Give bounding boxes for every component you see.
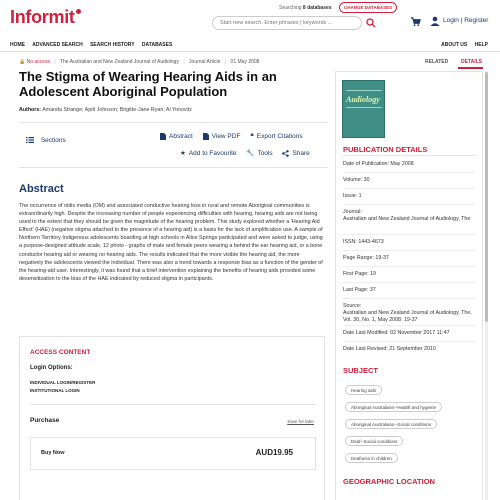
scrollbar-thumb[interactable] [485, 72, 488, 322]
subject-tag[interactable]: Deafness in children [345, 453, 398, 463]
lock-icon: 🔒 [19, 59, 26, 65]
purchase-label: Purchase [30, 417, 60, 424]
detail-source: Source: Australian and New Zealand Journal of Audiology, The, Vol. 30, No. 1, May 2008: 19-37 [343, 303, 472, 323]
access-content-panel [19, 336, 325, 500]
subject-tag[interactable]: Aboriginal Australians--Social conditions [345, 419, 437, 429]
price: AUD19.95 [255, 448, 293, 457]
search-input[interactable] [212, 16, 362, 30]
article-type: Journal Article [189, 59, 221, 65]
detail-last-page: Last Page: 37 [343, 287, 376, 293]
subject-tag[interactable]: Aboriginal Australians--Health and hygiene [345, 402, 442, 412]
view-pdf-button[interactable]: View PDF [203, 133, 241, 140]
abstract-heading: Abstract [19, 183, 64, 195]
article-meta: 🔒 No access | The Australian and New Zealand Journal of Audiology | Journal Article | 01 May 2008 [19, 59, 260, 65]
subject-heading: SUBJECT [343, 366, 379, 375]
subject-tag[interactable]: Hearing aids [345, 385, 382, 395]
article-tools-row-2 [180, 149, 318, 157]
cover-title: Audiology [346, 95, 380, 104]
main-nav [0, 40, 500, 52]
abstract-button[interactable]: Abstract [160, 133, 193, 140]
export-citations-button[interactable]: ❝ Export Citations [250, 133, 303, 140]
top-header [0, 0, 500, 40]
article-date: 01 May 2008 [230, 59, 260, 65]
page-title: The Stigma of Wearing Hearing Aids in an Adolescent Aboriginal Population [19, 69, 277, 99]
detail-date-last-revised: Date Last Revised: 21 September 2010 [343, 346, 436, 352]
tab-details[interactable]: DETAILS [461, 59, 483, 65]
nav-advanced-search[interactable]: ADVANCED SEARCH [32, 42, 83, 48]
star-icon: ★ [180, 150, 186, 157]
detail-issn: ISSN: 1443-4673 [343, 239, 384, 245]
buy-now-label: Buy Now [41, 450, 65, 456]
change-databases-button[interactable]: CHANGE DATABASES [339, 2, 397, 13]
subject-tag[interactable]: Deaf--Social conditions [345, 436, 403, 446]
article-tools-row [160, 132, 311, 140]
authors-line [19, 107, 192, 113]
authors-label: Authors: [19, 107, 42, 113]
tools-button[interactable]: 🔧 Tools [246, 150, 273, 157]
journal-cover-image [342, 80, 385, 138]
nav-about-us[interactable]: ABOUT US [441, 42, 468, 48]
document-icon [160, 133, 166, 140]
nav-help[interactable]: HELP [474, 42, 488, 48]
abstract-text: The occurrence of otitis media (OM) and associated conductive hearing loss in rural and remote Aboriginal communities is extraordinarily high. Despite the increasing number of people experiencing difficulties with hearing, hearing aids are not being used to the extent that they should be given the magnitude of the hearing problem. This study explored whether a 'Hearing Aid Effect' (HAE) (negative stigma attached to the presence of a hearing aid) is a basis for the lack of amplification use. A sample of Northern Territory Indigenous adolescents boarding at high schools in Alice Springs participated and were asked to judge, using a purpose-designed attitude scale, 12 photo - graphs of male and female peers wearing a behind the ear hearing aid, or a bone conductor hearing aid or wearing no hearing aids. The results indicated that the more visible the hearing aid, the more negatively the adolescents viewed the individual. There was also a trend towards a response bias as a function of the gender of the hearing-aid user. Interestingly, it was found that a brief intervention explaining the benefits of hearing aids provided some desensitisation to the bias of the HAE indicated by reduced stigma in participants. [19, 203, 323, 282]
divider [19, 122, 327, 123]
journal-name[interactable]: The Australian and New Zealand Journal of Audiology [59, 59, 179, 65]
geographic-location-heading: GEOGRAPHIC LOCATION [343, 477, 435, 486]
sections-button[interactable] [26, 137, 66, 144]
save-for-later-link[interactable]: Save for later [287, 419, 314, 424]
buy-now-option[interactable] [30, 437, 316, 470]
detail-first-page: First Page: 19 [343, 271, 377, 277]
divider [19, 167, 327, 168]
cart-icon[interactable] [410, 16, 421, 27]
nav-databases[interactable]: DATABASES [141, 42, 173, 48]
nav-search-history[interactable]: SEARCH HISTORY [90, 42, 135, 48]
divider [343, 155, 475, 156]
login-options-label: Login Options: [30, 365, 73, 371]
wrench-icon: 🔧 [246, 150, 255, 157]
nav-home[interactable]: HOME [10, 42, 25, 48]
searching-info [279, 5, 332, 11]
detail-page-range: Page Range: 19-37 [343, 255, 389, 261]
search-icon[interactable] [366, 18, 376, 28]
detail-volume: Volume: 30 [343, 177, 370, 183]
individual-login-link[interactable]: INDIVIDUAL LOGIN/REGISTER [30, 380, 96, 385]
informit-logo[interactable]: Informit [10, 7, 81, 28]
divider [30, 404, 316, 405]
searching-count: 8 databases [302, 5, 332, 11]
list-icon [26, 137, 34, 143]
login-register-link[interactable]: Login | Register [443, 17, 489, 24]
quote-icon: ❝ [250, 133, 254, 140]
pdf-icon [203, 133, 209, 140]
publication-details-heading: PUBLICATION DETAILS [343, 145, 428, 154]
add-favourite-button[interactable]: ★ Add to Favourite [180, 150, 237, 157]
institutional-login-link[interactable]: INSTITUTIONAL LOGIN [30, 388, 80, 393]
detail-issue: Issue: 1 [343, 193, 362, 199]
authors-list[interactable]: Amanda Strange; April Johnson; Brigitte-Jane Ryan; Al Yonovitz [42, 107, 192, 113]
tab-related[interactable]: RELATED [425, 59, 449, 65]
user-icon [430, 16, 440, 26]
active-tab-indicator [458, 67, 483, 69]
searching-prefix: Searching [279, 5, 302, 11]
share-button[interactable]: Share [282, 150, 309, 157]
no-access-label: No access [26, 59, 50, 65]
sections-label: Sections [40, 137, 66, 144]
detail-date-of-publication: Date of Publication: May 2008 [343, 161, 414, 167]
detail-journal: Journal: Australian and New Zealand Journal of Audiology, The [343, 209, 471, 222]
share-icon [282, 150, 289, 157]
access-heading: ACCESS CONTENT [30, 349, 91, 356]
detail-date-last-modified: Date Last Modified: 02 November 2017 11:47 [343, 330, 450, 336]
